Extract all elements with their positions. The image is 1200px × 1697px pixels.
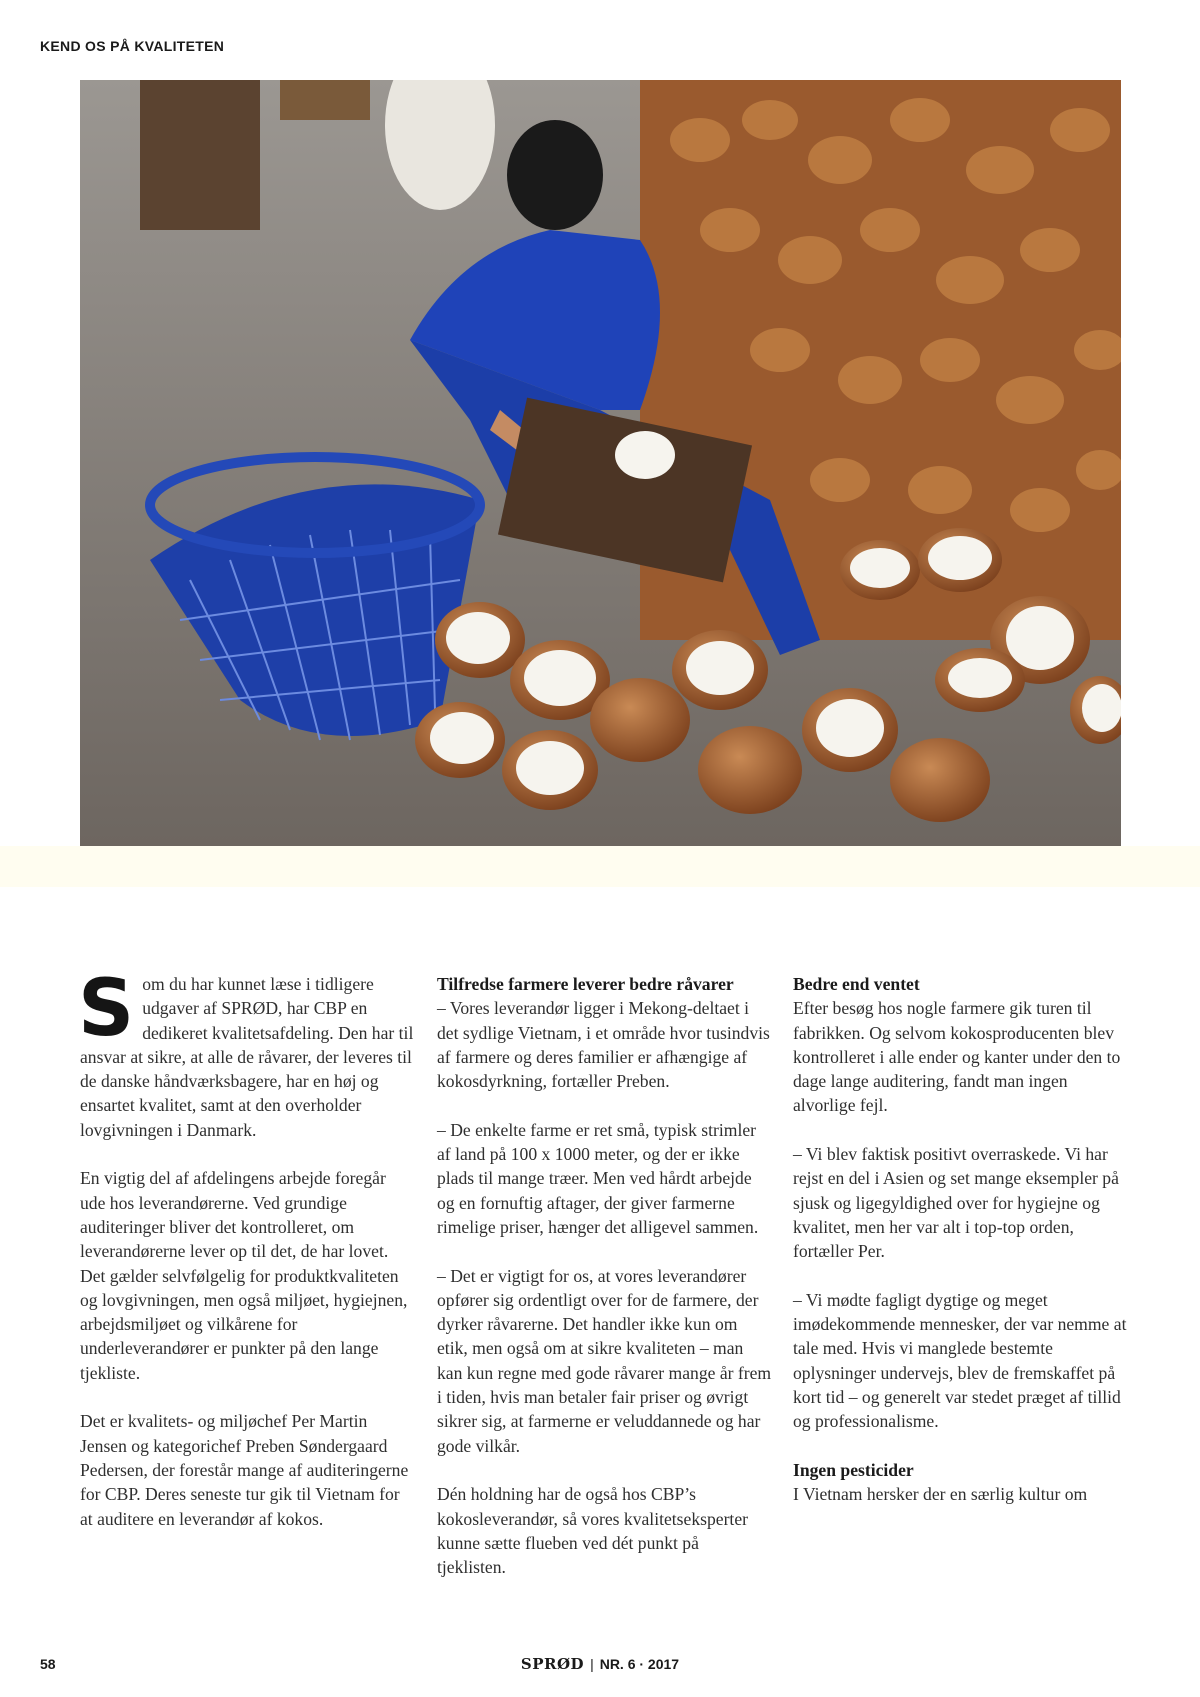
subheading: Tilfredse farmere leverer bedre råvarer — [437, 974, 734, 994]
subheading: Ingen pesticider — [793, 1459, 914, 1480]
section-label: KEND OS PÅ KVALITETEN — [40, 38, 225, 54]
paragraph: – Vi blev faktisk positivt overraskede. Vi har rejst en del i Asien og set mange eksempler på sjusk og ligegyldighed over for hygiejne og kvalitet, men her var alt i top-top orden, fortæller Per. — [793, 1144, 1119, 1262]
paragraph: – Vi mødte fagligt dygtige og meget imødekommende mennesker, der var nemme at tale med. Hvis vi manglede bestemte oplysninger undervejs, blev de fremskaffet på kort tid – og generelt var stedet præget af tillid og professionalisme. — [793, 1289, 1127, 1432]
paragraph: Dén holdning har de også hos CBP’s kokosleverandør, så vores kvalitetseksperter kunne sætte flueben ved dét punkt på tjeklisten. — [437, 1484, 748, 1578]
paragraph: – De enkelte farme er ret små, typisk strimler af land på 100 x 1000 meter, og der er ikke plads til mange træer. Men ved hårdt arbejde og en fornuftig aftager, der giver farmerne rimelige priser, hænger det alligevel sammen. — [437, 1119, 759, 1237]
intro-text: om du har kunnet læse i tidligere udgaver af SPRØD, har CBP en dedikeret kvalitetsafdeling. Den har til ansvar at sikre, at alle de råvarer, der leveres til de danske håndværksbagere, har en høj og ensartet kvalitet, samt at den overholder lovgivningen i Danmark. — [80, 974, 414, 1140]
intro-paragraph — [78, 964, 415, 1142]
paragraph: En vigtig del af afdelingens arbejde foregår ude hos leverandørerne. Ved grundige auditeringer bliver det kontrolleret, om leverandørerne lever op til det, de har lovet. Det gælder selvfølgelig for produktkvaliteten og lovgivningen, men også miljøet, hygiejnen, arbejdsmiljøet og vilkårene for underleverandører er punkter på den lange tjekliste. — [80, 1168, 408, 1383]
paragraph: – Det er vigtigt for os, at vores leverandører opfører sig ordentligt over for de farmere, der dyrker råvarerne. Det handler ikke kun om etik, men også om at sikre kvaliteten – man kan kun regne med gode råvarer mange år frem i tiden, hvis man betaler fair priser og øvrigt sikrer sig, at farmerne er veluddannede og har gode vilkår. — [437, 1265, 772, 1456]
dropcap: S — [78, 964, 135, 1054]
article-column-2 — [437, 972, 772, 1604]
issue-label: NR. 6 · 2017 — [599, 1656, 680, 1672]
paragraph: Efter besøg hos nogle farmere gik turen til fabrikken. Og selvom kokosproducenten blev kontrolleret i alle ender og kanter under den to dage lange auditering, fandt man ingen alvorlige fejl. — [793, 998, 1121, 1116]
worker-head — [507, 120, 603, 230]
photo-illustration — [80, 80, 1121, 847]
paragraph: Det er kvalitets- og miljøchef Per Martin Jensen og kategorichef Preben Søndergaard Pedersen, der forestår mange af auditeringerne for CBP. Deres seneste tur gik til Vietnam for at auditere en leverandør af kokos. — [80, 1411, 409, 1529]
page-number: 58 — [40, 1656, 56, 1672]
cream-band — [0, 846, 1200, 887]
coconut-worker-photo — [80, 80, 1121, 847]
article-column-1 — [78, 964, 415, 1555]
paragraph: – Vores leverandør ligger i Mekong-deltaet i det sydlige Vietnam, i et område hvor tusindvis af farmere og deres familier er afhængige af kokosdyrkning, fortæller Preben. — [437, 998, 770, 1092]
wooden-pallet — [280, 80, 370, 120]
crate-stack — [140, 80, 260, 230]
coconut-half-held — [615, 431, 675, 479]
magazine-footer — [0, 1655, 1200, 1673]
subheading: Bedre end ventet — [793, 974, 920, 994]
paragraph: I Vietnam hersker der en særlig kultur om — [793, 1484, 1088, 1505]
article-column-3 — [793, 972, 1128, 1531]
footer-separator: | — [590, 1656, 594, 1672]
magazine-name: SPRØD — [520, 1655, 585, 1673]
